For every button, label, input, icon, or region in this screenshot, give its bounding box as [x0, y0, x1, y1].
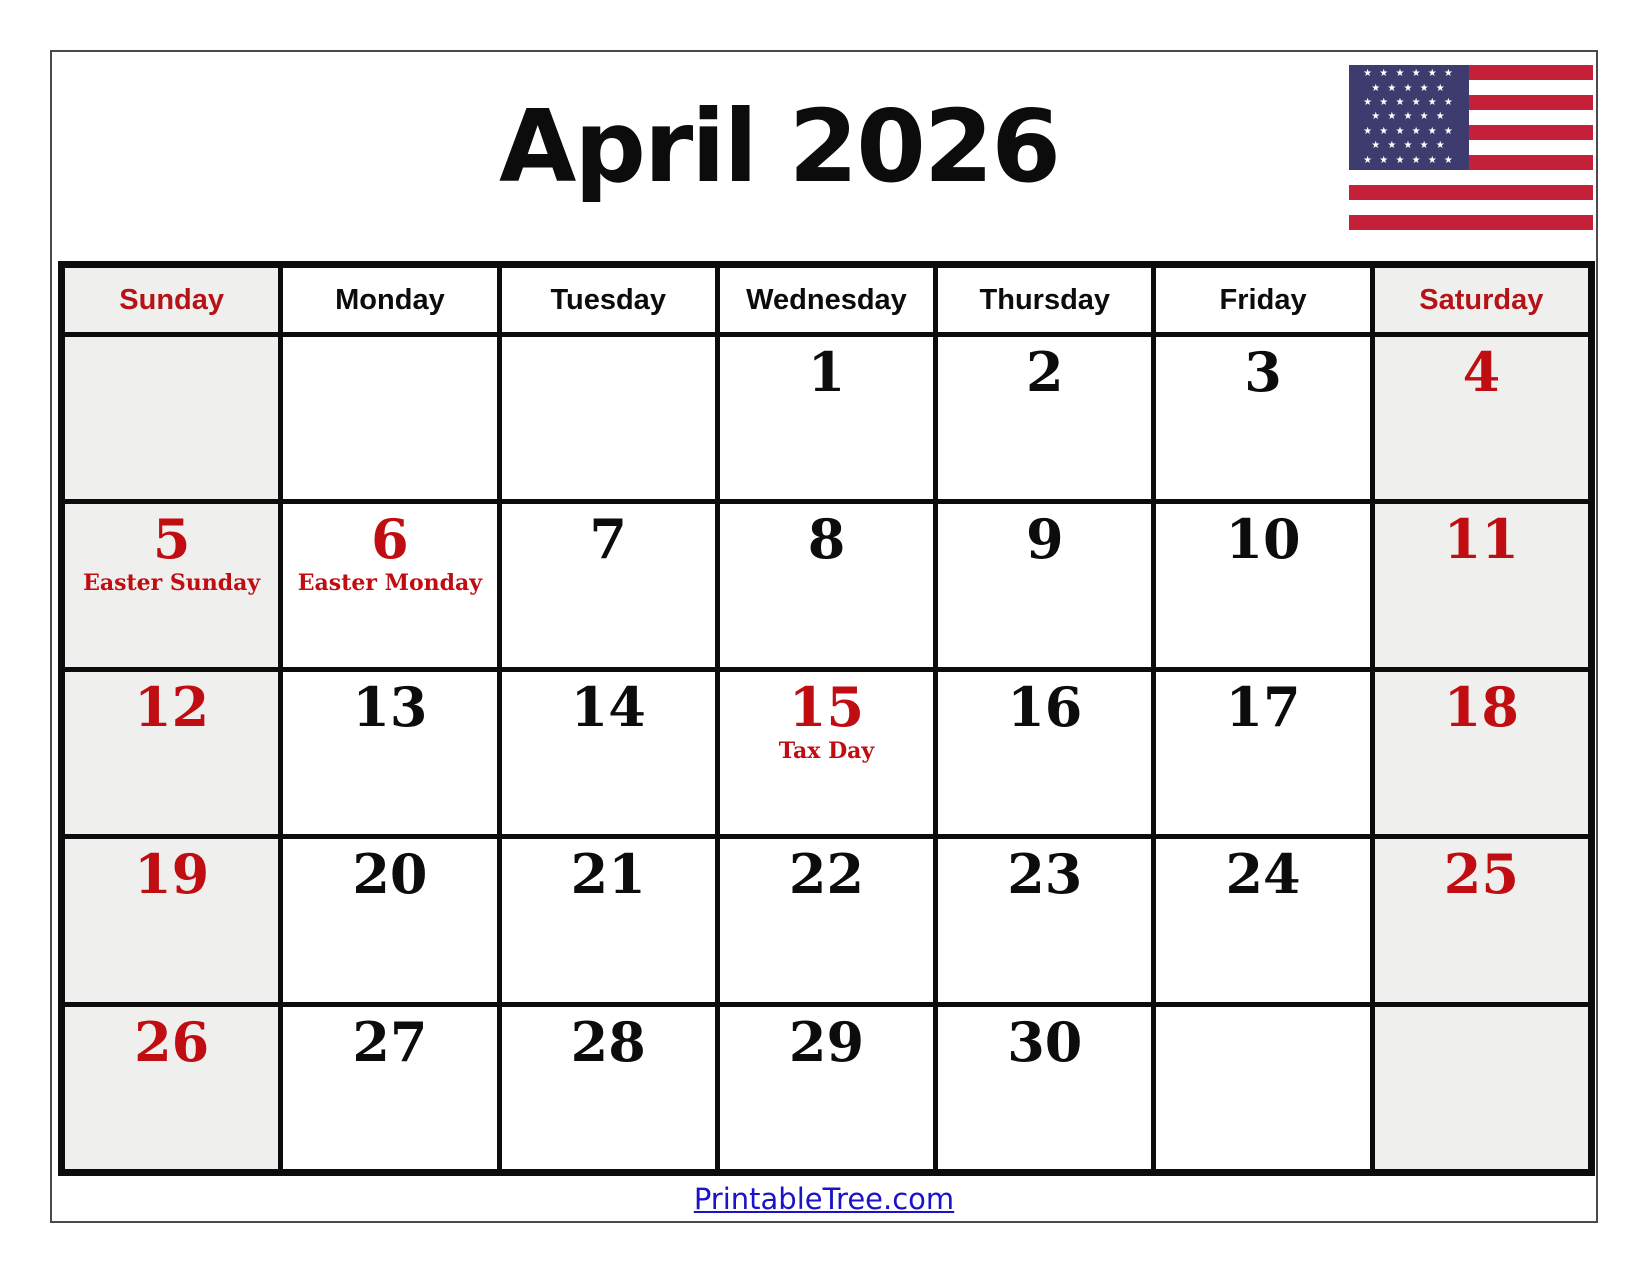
date-cell-3 — [1156, 337, 1369, 499]
date-cell-30 — [938, 1007, 1151, 1169]
date-number: 3 — [1244, 340, 1282, 404]
holiday-label: Easter Monday — [297, 570, 483, 597]
date-cell-20 — [283, 839, 496, 1001]
date-number: 28 — [570, 1009, 646, 1074]
flag-star-row: ★ ★ ★ ★ ★ ★ — [1363, 97, 1455, 109]
date-number: 27 — [352, 1009, 428, 1074]
date-number: 18 — [1443, 674, 1519, 739]
page-title: April 2026 — [499, 88, 1059, 205]
date-cell-22 — [720, 839, 933, 1001]
date-number: 4 — [1462, 340, 1501, 404]
date-cell-19 — [65, 839, 278, 1001]
date-number: 25 — [1443, 842, 1519, 907]
date-number: 21 — [570, 842, 646, 907]
flag-star-row: ★ ★ ★ ★ ★ — [1371, 140, 1447, 152]
day-header-wednesday: Wednesday — [720, 268, 933, 332]
date-cell-10 — [1156, 504, 1369, 666]
day-header-friday: Friday — [1156, 268, 1369, 332]
date-cell-15 — [720, 672, 933, 834]
date-cell-2 — [938, 337, 1151, 499]
date-cell-25 — [1375, 839, 1588, 1001]
flag-star-row: ★ ★ ★ ★ ★ ★ — [1363, 68, 1455, 80]
date-cell-27 — [283, 1007, 496, 1169]
date-number: 20 — [352, 842, 428, 907]
day-header-monday: Monday — [283, 268, 496, 332]
date-cell-13 — [283, 672, 496, 834]
day-header-tuesday: Tuesday — [502, 268, 715, 332]
date-number: 16 — [1007, 674, 1083, 739]
footer-link[interactable]: PrintableTree.com — [693, 1182, 955, 1216]
date-number: 12 — [134, 674, 210, 739]
holiday-label: Tax Day — [778, 737, 875, 764]
date-cell-7 — [502, 504, 715, 666]
flag-canton — [1349, 65, 1469, 170]
date-number: 26 — [134, 1009, 210, 1074]
date-cell-29 — [720, 1007, 933, 1169]
date-number: 10 — [1225, 507, 1301, 572]
date-number: 29 — [788, 1009, 865, 1074]
date-number: 30 — [1007, 1009, 1083, 1074]
date-cell-24 — [1156, 839, 1369, 1001]
date-number: 22 — [788, 842, 865, 907]
date-number: 2 — [1025, 340, 1064, 404]
date-cell-16 — [938, 672, 1151, 834]
date-cell-empty — [283, 337, 496, 499]
date-cell-empty — [1375, 1007, 1588, 1169]
date-number: 7 — [589, 507, 627, 572]
us-flag-icon — [1349, 65, 1593, 230]
date-number: 9 — [1025, 507, 1064, 572]
date-number: 15 — [788, 674, 865, 739]
holiday-label: Easter Sunday — [83, 570, 261, 597]
date-cell-23 — [938, 839, 1151, 1001]
date-cell-12 — [65, 672, 278, 834]
date-number: 6 — [371, 507, 409, 572]
date-number: 19 — [134, 842, 210, 907]
date-cell-26 — [65, 1007, 278, 1169]
date-cell-1 — [720, 337, 933, 499]
calendar-page — [50, 50, 1598, 1223]
date-number: 11 — [1443, 507, 1519, 572]
flag-star-row: ★ ★ ★ ★ ★ — [1371, 111, 1447, 123]
date-cell-empty — [502, 337, 715, 499]
flag-star-row: ★ ★ ★ ★ ★ — [1371, 82, 1447, 94]
date-cell-9 — [938, 504, 1151, 666]
flag-star-row: ★ ★ ★ ★ ★ ★ — [1363, 154, 1455, 166]
date-cell-empty — [65, 337, 278, 499]
date-number: 8 — [807, 507, 846, 572]
date-cell-14 — [502, 672, 715, 834]
date-cell-4 — [1375, 337, 1588, 499]
day-header-thursday: Thursday — [938, 268, 1151, 332]
date-cell-17 — [1156, 672, 1369, 834]
day-header-sunday: Sunday — [65, 268, 278, 332]
date-cell-11 — [1375, 504, 1588, 666]
date-cell-8 — [720, 504, 933, 666]
date-cell-28 — [502, 1007, 715, 1169]
calendar-grid — [58, 261, 1595, 1176]
date-cell-5 — [65, 504, 278, 666]
date-number: 14 — [570, 674, 646, 739]
date-cell-21 — [502, 839, 715, 1001]
date-cell-6 — [283, 504, 496, 666]
date-number: 5 — [152, 507, 191, 572]
date-number: 17 — [1225, 674, 1301, 739]
date-cell-18 — [1375, 672, 1588, 834]
date-number: 13 — [352, 674, 428, 739]
date-number: 1 — [807, 340, 846, 404]
day-header-saturday: Saturday — [1375, 268, 1588, 332]
date-number: 24 — [1225, 842, 1301, 907]
flag-star-row: ★ ★ ★ ★ ★ ★ — [1363, 125, 1455, 137]
date-number: 23 — [1007, 842, 1083, 907]
date-cell-empty — [1156, 1007, 1369, 1169]
